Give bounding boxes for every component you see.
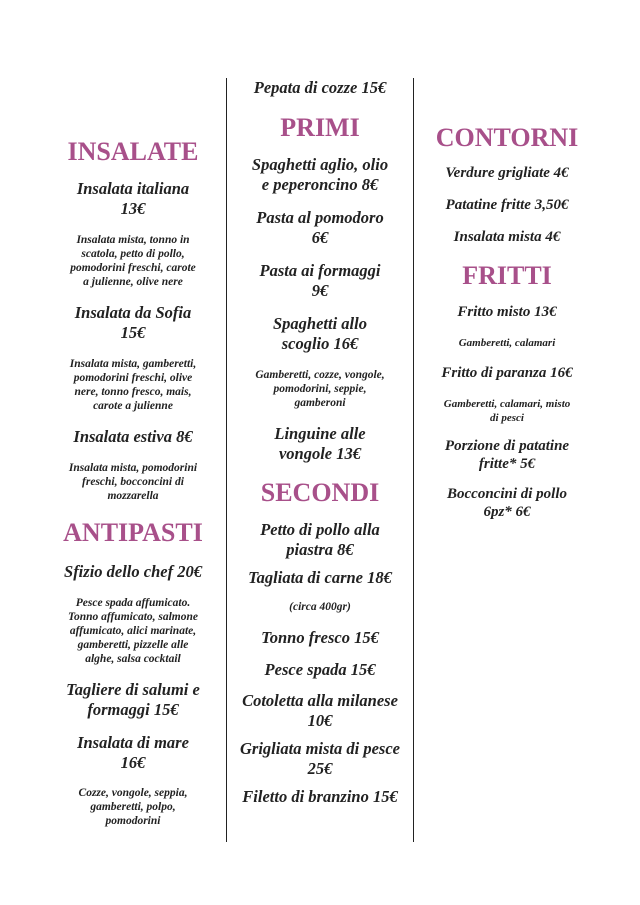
section-title-antipasti: ANTIPASTI bbox=[63, 518, 203, 547]
menu-item-name: Fritto di paranza 16€ bbox=[441, 365, 573, 381]
menu-item-description: Gamberetti, calamari bbox=[458, 337, 556, 349]
menu-item-description: Cozze, vongole, seppia, gamberetti, polpo, pomodorini bbox=[78, 787, 188, 827]
menu-item-name: Pasta ai formaggi 9€ bbox=[259, 261, 381, 300]
menu-item-name: Petto di pollo alla piastra 8€ bbox=[260, 520, 380, 559]
menu-item-description: Insalata mista, tonno in scatola, petto di pollo, pomodorini freschi, carote a julienne, olive nere bbox=[70, 234, 196, 288]
menu-item-name: Tagliata di carne 18€ bbox=[248, 568, 392, 587]
menu-item-description: Gamberetti, calamari, misto di pesci bbox=[443, 398, 571, 424]
menu-item-name: Tonno fresco 15€ bbox=[261, 628, 379, 647]
menu-item-name: Filetto di branzino 15€ bbox=[242, 787, 398, 806]
menu-item-description: Insalata mista, pomodorini freschi, bocconcini di mozzarella bbox=[68, 462, 198, 502]
section-title-contorni: CONTORNI bbox=[435, 123, 579, 152]
menu-item-name: Pepata di cozze 15€ bbox=[253, 78, 387, 97]
section-title-secondi: SECONDI bbox=[260, 478, 380, 507]
menu-item-name: Spaghetti aglio, olio e peperoncino 8€ bbox=[251, 155, 389, 194]
menu-item-name: Insalata mista 4€ bbox=[453, 229, 561, 245]
menu-item-name: Sfizio dello chef 20€ bbox=[64, 562, 202, 581]
menu-item-name: Bocconcini di pollo 6pz* 6€ bbox=[447, 486, 567, 520]
menu-item-name: Fritto misto 13€ bbox=[457, 304, 557, 320]
menu-item-description: (circa 400gr) bbox=[289, 601, 351, 613]
menu-item-description: Gamberetti, cozze, vongole, pomodorini, seppie, gamberoni bbox=[255, 369, 385, 409]
menu-item-name: Insalata italiana 13€ bbox=[76, 179, 190, 218]
menu-item-name: Pesce spada 15€ bbox=[264, 660, 376, 679]
section-title-insalate: INSALATE bbox=[67, 137, 199, 166]
menu-item-name: Spaghetti allo scoglio 16€ bbox=[273, 314, 367, 353]
section-title-primi: PRIMI bbox=[280, 113, 360, 142]
menu-item-name: Verdure grigliate 4€ bbox=[445, 165, 569, 181]
menu-item-name: Pasta al pomodoro 6€ bbox=[256, 208, 384, 247]
section-title-fritti: FRITTI bbox=[462, 261, 552, 290]
menu-item-name: Tagliere di salumi e formaggi 15€ bbox=[66, 680, 200, 719]
menu-item-name: Insalata di mare 16€ bbox=[77, 733, 189, 772]
menu-item-description: Insalata mista, gamberetti, pomodorini freschi, olive nere, tonno fresco, mais, carote a julienne bbox=[69, 358, 197, 412]
menu-item-name: Patatine fritte 3,50€ bbox=[445, 197, 569, 213]
menu-item-name: Cotoletta alla milanese 10€ bbox=[242, 691, 398, 730]
menu-item-description: Pesce spada affumicato. Tonno affumicato, salmone affumicato, alici marinate, gamberetti, pizzelle alle alghe, salsa cocktail bbox=[67, 597, 199, 665]
menu-item-name: Insalata da Sofia 15€ bbox=[74, 303, 192, 342]
menu-item-name: Grigliata mista di pesce 25€ bbox=[240, 739, 400, 778]
menu-item-name: Porzione di patatine fritte* 5€ bbox=[444, 438, 570, 472]
menu-item-name: Linguine alle vongole 13€ bbox=[274, 424, 366, 463]
column-divider-right bbox=[413, 78, 414, 842]
menu-item-name: Insalata estiva 8€ bbox=[73, 427, 193, 446]
column-divider-left bbox=[226, 78, 227, 842]
